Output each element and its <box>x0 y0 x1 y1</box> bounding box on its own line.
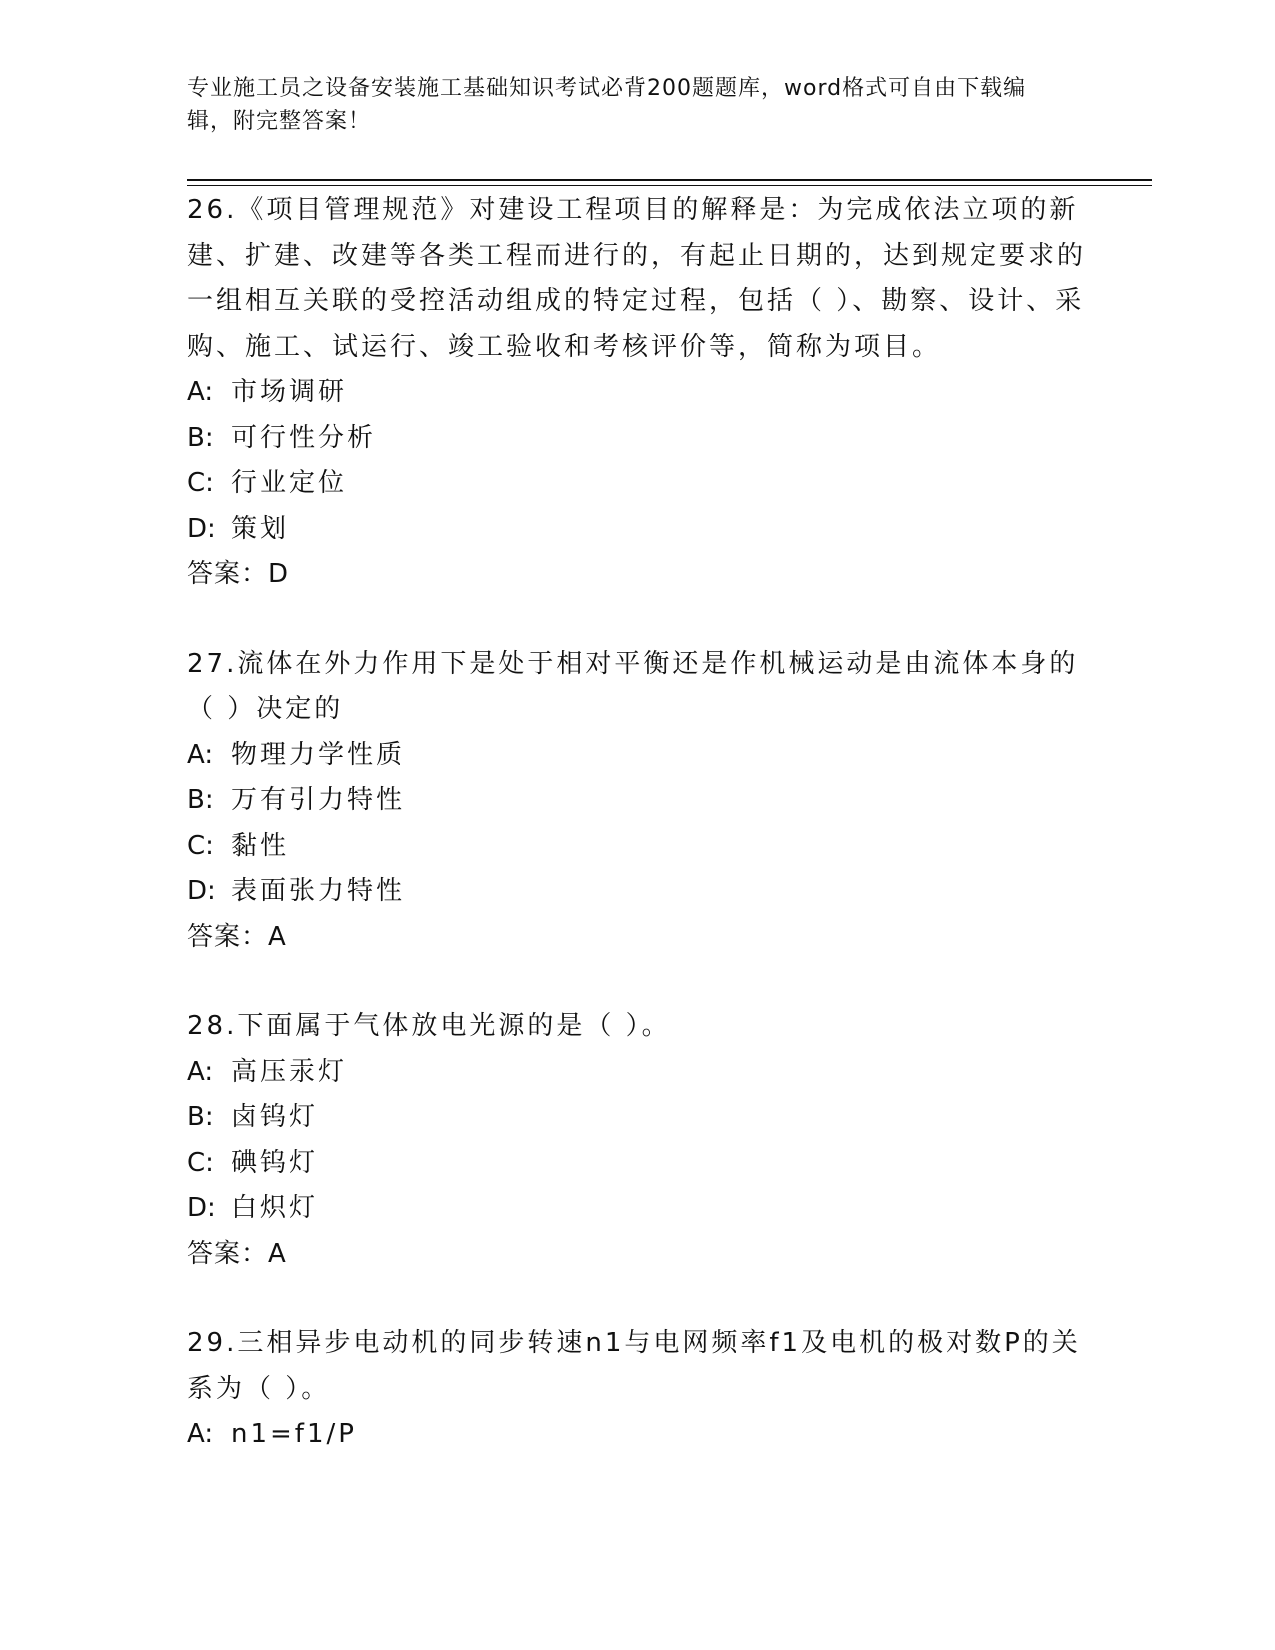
question-list <box>187 188 1087 1502</box>
option-letter: C: <box>187 1147 214 1178</box>
option-a <box>187 1050 1087 1096</box>
question-text: 27.流体在外力作用下是处于相对平衡还是作机械运动是由流体本身的（ ）决定的 <box>187 648 1079 724</box>
option-text: 表面张力特性 <box>231 876 406 906</box>
question-29 <box>187 1321 1087 1458</box>
option-a <box>187 733 1087 779</box>
option-letter: A: <box>187 739 214 770</box>
option-letter: B: <box>187 785 214 815</box>
option-c <box>187 1141 1087 1187</box>
question-28 <box>187 1004 1087 1277</box>
option-text: 黏性 <box>231 830 290 861</box>
option-a <box>187 370 1087 416</box>
option-letter: C: <box>187 468 214 498</box>
option-letter: A: <box>187 377 214 407</box>
option-letter: D: <box>187 1193 216 1223</box>
option-c <box>187 824 1087 870</box>
option-text: 白炽灯 <box>231 1193 319 1223</box>
option-d <box>187 1186 1087 1232</box>
option-letter: B: <box>187 1102 214 1132</box>
answer-text: 答案：A <box>187 1238 287 1269</box>
option-letter: A: <box>187 1419 214 1449</box>
option-text: 市场调研 <box>231 377 348 407</box>
option-letter: C: <box>187 830 214 861</box>
option-c <box>187 461 1087 507</box>
question-text: 29.三相异步电动机的同步转速n1与电网频率f1及电机的极对数P的关系为（ ）。 <box>187 1328 1081 1404</box>
option-letter: A: <box>187 1056 214 1087</box>
option-b <box>187 416 1087 462</box>
option-b <box>187 1095 1087 1141</box>
question-26 <box>187 188 1087 598</box>
option-text: 碘钨灯 <box>231 1147 319 1178</box>
answer-text: 答案：D <box>187 559 290 589</box>
option-text: 高压汞灯 <box>231 1056 348 1087</box>
option-text: 卤钨灯 <box>231 1102 319 1132</box>
option-d <box>187 869 1087 915</box>
option-b <box>187 778 1087 824</box>
question-text: 26.《项目管理规范》对建设工程项目的解释是：为完成依法立项的新建、扩建、改建等各类工程而进行的，有起止日期的，达到规定要求的一组相互关联的受控活动组成的特定过程，包括（ ）、勘察、设计、采购、施工、试运行、竣工验收和考核评价等，简称为项目。 <box>187 195 1087 362</box>
option-text: 可行性分析 <box>231 422 377 453</box>
question-text: 28.下面属于气体放电光源的是（ ）。 <box>187 1011 671 1041</box>
option-d <box>187 507 1087 553</box>
option-letter: D: <box>187 513 216 544</box>
option-text: n1=f1/P <box>231 1419 357 1449</box>
option-letter: B: <box>187 422 214 453</box>
option-a <box>187 1412 1087 1458</box>
document-header: 专业施工员之设备安装施工基础知识考试必背200题题库，word格式可自由下载编辑，附完整答案！ <box>187 76 1027 134</box>
option-text: 物理力学性质 <box>231 739 406 770</box>
option-letter: D: <box>187 876 216 906</box>
answer-text: 答案：A <box>187 921 287 952</box>
option-text: 万有引力特性 <box>231 785 406 815</box>
question-27 <box>187 642 1087 961</box>
header-rule-thin <box>187 185 1152 186</box>
header-rule-thick <box>187 179 1152 181</box>
option-text: 策划 <box>231 513 290 544</box>
option-text: 行业定位 <box>231 468 348 498</box>
